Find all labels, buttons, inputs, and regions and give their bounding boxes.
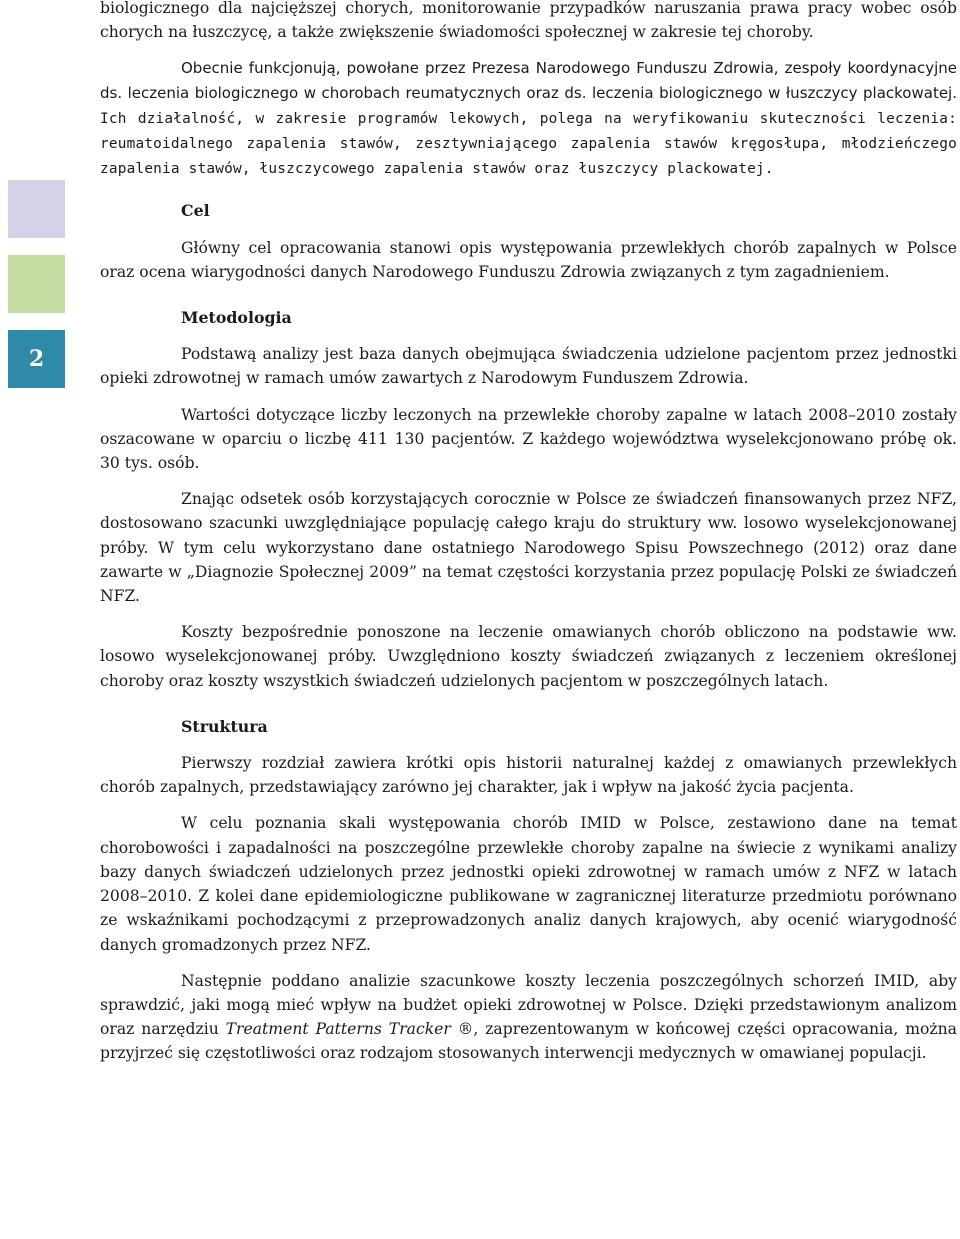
paragraph-struktura-1: Pierwszy rozdział zawiera krótki opis historii naturalnej każdej z omawianych przewlekłych chorób zapalnych, przedstawiający zarówno jej charakter, jak i wpływ na jakość życia pacjenta. (100, 754, 957, 797)
heading-cel: Cel (181, 201, 210, 221)
paragraph-cel: Główny cel opracowania stanowi opis występowania przewlekłych chorób zapalnych w Polsce oraz ocena wiarygodności danych Narodowego Funduszu Zdrowia związanych z tym zagadnieniem. (100, 238, 957, 281)
paragraph-struktura-2: W celu poznania skali występowania chorób IMID w Polsce, zestawiono dane na temat chorobowości i zapadalności na poszczególne przewlekłe choroby zapalne na świecie z wynikami analizy bazy danych świadczeń udzielonych przez jednostki opieki zdrowotnej w ramach umów z NFZ w latach 2008–2010. Z kolei dane epidemiologiczne publikowane w zagranicznej literaturze przedmiotu porównano ze wskaźnikami pochodzącymi z przeprowadzonych analiz danych krajowych, aby ocenić wiarygodność danych gromadzonych przez NFZ. (100, 814, 957, 954)
paragraph-struktura-3-end: ®, zaprezentowanym w końcowej części opracowania, można przyjrzeć się częstotliwości oraz rodzajom stosowanych interwencji medycznych w omawianej populacji. (100, 1020, 957, 1063)
paragraph-intro-continuation: biologicznego dla najcięższej chorych, monitorowanie przypadków naruszania prawa pracy wobec osób chorych na łuszczycę, a także zwiększenie świadomości społecznej w zakresie tej choroby. (100, 0, 957, 42)
paragraph-metodologia-2: Wartości dotyczące liczby leczonych na przewlekłe choroby zapalne w latach 2008–2010 zostały oszacowane w oparciu o liczbę 411 130 pacjentów. Z każdego województwa wyselekcjonowano próbę ok. 30 tys. osób. (100, 405, 957, 473)
paragraph-metodologia-3: Znając odsetek osób korzystających corocznie w Polsce ze świadczeń finansowanych przez NFZ, dostosowano szacunki uwzględniające populację całego kraju do struktury ww. losowo wyselekcjonowanej próby. W tym celu wykorzystano dane ostatniego Narodowego Spisu Powszechnego (2012) oraz dane zawarte w „Diagnozie Społecznej 2009” na temat częstości korzystania przez populację Polski ze świadczeń NFZ. (100, 490, 957, 606)
decorative-block-green (8, 255, 65, 313)
paragraph-zespoly-lead: Obecnie funkcjonują, powołane przez Prezesa Narodowego Funduszu Zdrowia, zespoły koordynacyjne ds. leczenia biologicznego w chorobach reumatycznych oraz ds. leczenia biologicznego w łuszczycy plackowatej. (100, 59, 957, 102)
paragraph-zespoly-koordynacyjne (100, 56, 957, 181)
page-number: 2 (8, 330, 65, 388)
heading-struktura: Struktura (181, 716, 268, 736)
paragraph-zespoly-rest: Ich działalność, w zakresie programów lekowych, polega na weryfikowaniu skuteczności leczenia: reumatoidalnego zapalenia stawów, zesztywniającego zapalenia stawów kręgosłupa, młodzieńczego zapalenia stawów, łuszczycowego zapalenia stawów oraz łuszczycy plackowatej. (100, 110, 957, 178)
paragraph-metodologia-1: Podstawą analizy jest baza danych obejmująca świadczenia udzielone pacjentom przez jednostki opieki zdrowotnej w ramach umów zawartych z Narodowym Funduszem Zdrowia. (100, 345, 957, 388)
heading-metodologia: Metodologia (181, 308, 292, 328)
paragraph-struktura-3-start: Następnie poddano analizie szacunkowe koszty leczenia poszczególnych schorzeń IMID, aby sprawdzić, jaki mogą mieć wpływ na budżet opieki zdrowotnej w Polsce. Dzięki przedstawionym analizom oraz narzędziu (100, 971, 957, 1039)
paragraph-metodologia-4: Koszty bezpośrednie ponoszone na leczenie omawianych chorób obliczono na podstawie ww. losowo wyselekcjonowanej próby. Uwzględniono koszty świadczeń związanych z leczeniem określonej choroby oraz koszty wszystkich świadczeń udzielonych pacjentom w poszczególnych latach. (100, 623, 957, 690)
document-body (100, 0, 957, 1066)
decorative-block-lavender (8, 180, 65, 238)
treatment-patterns-tracker-title: Treatment Patterns Tracker (225, 1020, 451, 1039)
paragraph-struktura-3 (100, 969, 957, 1066)
